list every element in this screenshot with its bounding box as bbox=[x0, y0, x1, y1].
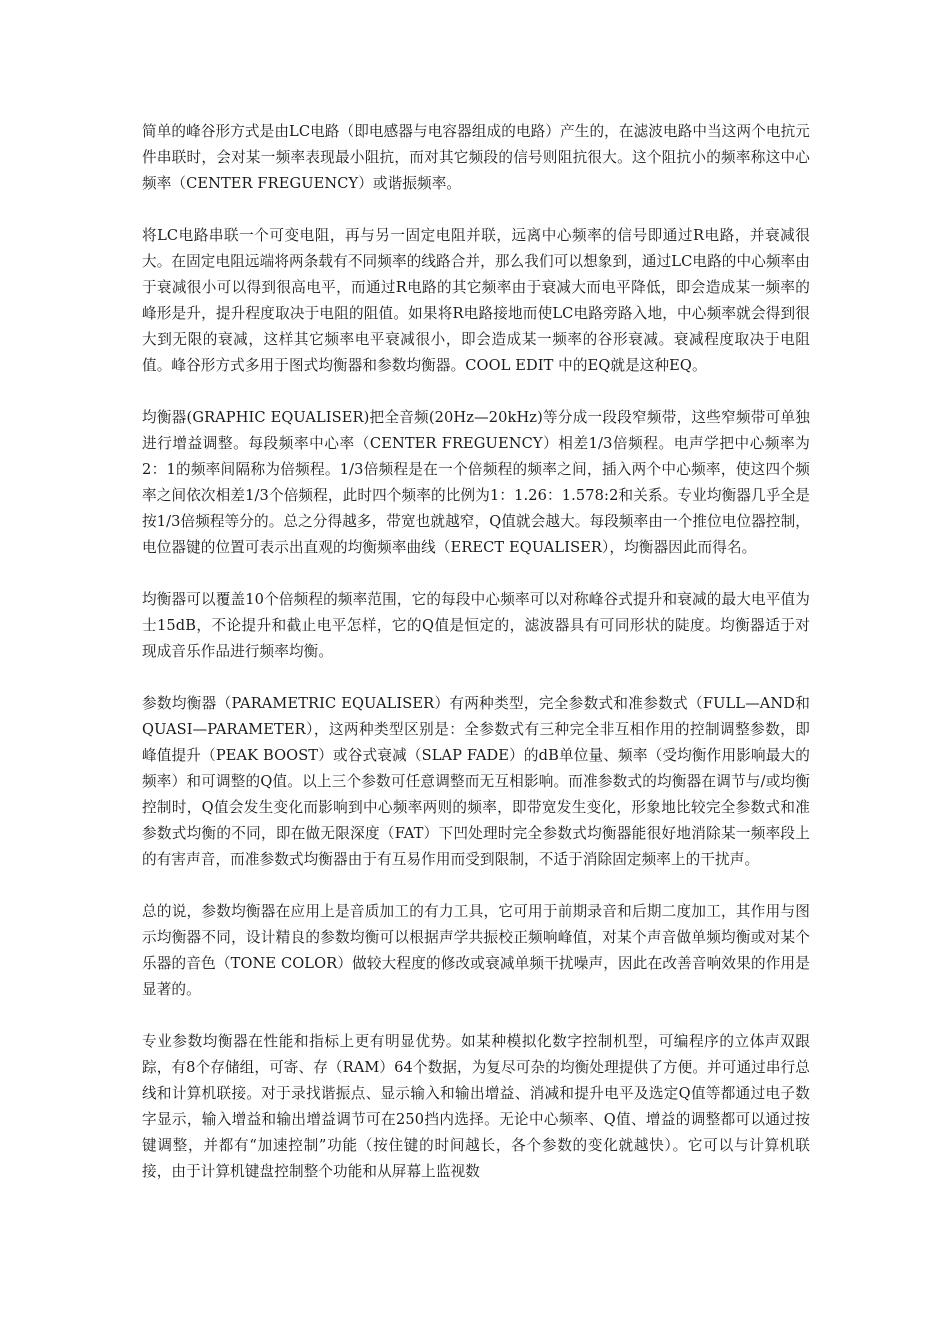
paragraph-lc-circuit: 简单的峰谷形方式是由LC电路（即电感器与电容器组成的电路）产生的，在滤波电路中当这两个电抗元件串联时，会对某一频率表现最小阻抗，而对其它频段的信号则阻抗很大。这个阻抗小的频率称这中心频率（CENTER FREGUENCY）或谐振频率。 bbox=[142, 123, 810, 192]
document-body bbox=[142, 119, 810, 1211]
paragraph-peak-valley: 将LC电路串联一个可变电阻，再与另一固定电阻并联，远离中心频率的信号即通过R电路，并衰减很大。在固定电阻远端将两条载有不同频率的线路合并，那么我们可以想象到，通过LC电路的中心频率由于衰减很小可以得到很高电平，而通过R电路的其它频率由于衰减大而电平降低，即会造成某一频率的峰形是升，提升程度取决于电阻的阻值。如果将R电路接地而使LC电路旁路入地，中心频率就会得到很大到无限的衰减，这样其它频率电平衰减很小，即会造成某一频率的谷形衰减。衰减程度取决于电阻值。峰谷形方式多用于图式均衡器和参数均衡器。COOL EDIT 中的EQ就是这种EQ。 bbox=[142, 227, 810, 374]
paragraph-professional-equaliser: 专业参数均衡器在性能和指标上更有明显优势。如某种模拟化数字控制机型，可编程序的立体声双跟踪，有8个存储组，可寄、存（RAM）64个数据，为复尽可杂的均衡处理提供了方便。并可通过串行总线和计算机联接。对于录找谐振点、显示输入和输出增益、消减和提升电平及选定Q值等都通过电子数字显示，输入增益和输出增益调节可在250挡内选择。无论中心频率、Q值、增益的调整都可以通过按键调整，并都有“加速控制”功能（按住键的时间越长，各个参数的变化就越快）。它可以与计算机联接，由于计算机键盘控制整个功能和从屏幕上监视数 bbox=[142, 1033, 810, 1180]
paragraph-graphic-equaliser: 均衡器(GRAPHIC EQUALISER)把全音频(20Hz—20kHz)等分成一段段窄频带，这些窄频带可单独进行增益调整。每段频率中心率（CENTER FREGUENCY）相差1/3倍频程。电声学把中心频率为2：1的频率间隔称为倍频程。1/3倍频程是在一个倍频程的频率之间，插入两个中心频率，使这四个频率之间依次相差1/3个倍频程，此时四个频率的比例为1：1.26：1.578:2和关系。专业均衡器几乎全是按1/3倍频程等分的。总之分得越多，带宽也就越窄，Q值就会越大。每段频率由一个推位电位器控制，电位器键的位置可表示出直观的均衡频率曲线（ERECT EQUALISER），均衡器因此而得名。 bbox=[142, 409, 810, 556]
paragraph-summary: 总的说，参数均衡器在应用上是音质加工的有力工具，它可用于前期录音和后期二度加工，其作用与图示均衡器不同，设计精良的参数均衡可以根据声学共振校正频响峰值，对某个声音做单频均衡或对某个乐器的音色（TONE COLOR）做较大程度的修改或衰减单频干扰噪声，因此在改善音响效果的作用是显著的。 bbox=[142, 903, 810, 998]
paragraph-octave-range: 均衡器可以覆盖10个倍频程的频率范围，它的每段中心频率可以对称峰谷式提升和衰减的最大电平值为士15dB，不论提升和截止电平怎样，它的Q值是恒定的，滤波器具有可同形状的陡度。均衡器适于对现成音乐作品进行频率均衡。 bbox=[142, 591, 810, 660]
paragraph-parametric-equaliser: 参数均衡器（PARAMETRIC EQUALISER）有两种类型，完全参数式和准参数式（FULL—AND和QUASI—PARAMETER），这两种类型区别是：全参数式有三种完全非互相作用的控制调整参数，即峰值提升（PEAK BOOST）或谷式衰减（SLAP FADE）的dB单位量、频率（受均衡作用影响最大的频率）和可调整的Q值。以上三个参数可任意调整而无互相影响。而准参数式的均衡器在调节与/或均衡控制时，Q值会发生变化而影响到中心频率两则的频率，即带宽发生变化，形象地比较完全参数式和准参数式均衡的不同，即在做无限深度（FAT）下凹处理时完全参数式均衡器能很好地消除某一频率段上的有害声音，而准参数式均衡器由于有互易作用而受到限制，不适于消除固定频率上的干扰声。 bbox=[142, 695, 810, 868]
